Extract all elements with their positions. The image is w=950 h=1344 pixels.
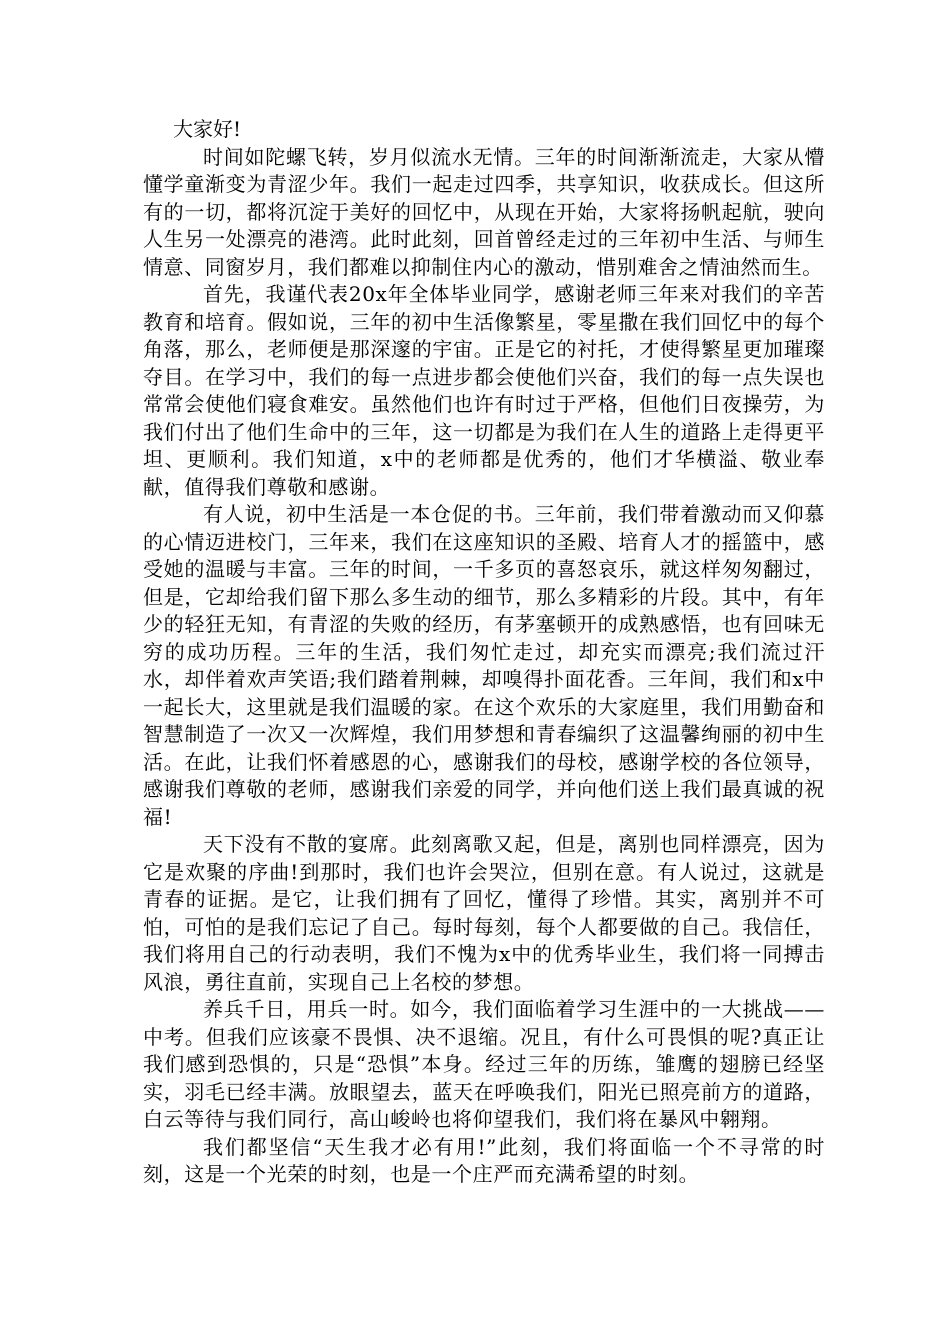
- document-page: [143, 116, 825, 1189]
- paragraph-farewell: 天下没有不散的宴席。此刻离歌又起，但是，离别也同样漂亮，因为它是欢聚的序曲!到那时，我们也许会哭泣，但别在意。有人说过，这就是青春的证据。是它，让我们拥有了回忆，懂得了珍惜。其实，离别并不可怕，可怕的是我们忘记了自己。每时每刻，每个人都要做的自己。我信任，我们将用自己的行动表明，我们不愧为x中的优秀毕业生，我们将一同搏击风浪，勇往直前，实现自己上名校的梦想。: [143, 832, 825, 994]
- paragraph-thanks-teachers: 首先，我谨代表20x年全体毕业同学，感谢老师三年来对我们的辛苦教育和培育。假如说，三年的初中生活像繁星，零星撒在我们回忆中的每个角落，那么，老师便是那深邃的宇宙。正是它的衬托，才使得繁星更加璀璨夺目。在学习中，我们的每一点进步都会使他们兴奋，我们的每一点失误也常常会使他们寝食难安。虽然他们也许有时过于严格，但他们日夜操劳，为我们付出了他们生命中的三年，这一切都是为我们在人生的道路上走得更平坦、更顺利。我们知道，x中的老师都是优秀的，他们才华横溢、敬业奉献，值得我们尊敬和感谢。: [143, 282, 825, 499]
- paragraph-exam-challenge: 养兵千日，用兵一时。如今，我们面临着学习生涯中的一大挑战——中考。但我们应该豪不畏惧、决不退缩。况且，有什么可畏惧的呢?真正让我们感到恐惧的，只是“恐惧”本身。经过三年的历练，雏鹰的翅膀已经坚实，羽毛已经丰满。放眼望去，蓝天在呼唤我们，阳光已照亮前方的道路，白云等待与我们同行，高山峻岭也将仰望我们，我们将在暴风中翱翔。: [143, 997, 825, 1131]
- paragraph-school-life: 有人说，初中生活是一本仓促的书。三年前，我们带着激动而又仰慕的心情迈进校门，三年来，我们在这座知识的圣殿、培育人才的摇篮中，感受她的温暖与丰富。三年的时间，一千多页的喜怒哀乐，就这样匆匆翻过，但是，它却给我们留下那么多生动的细节，那么多精彩的片段。其中，有年少的轻狂无知，有青涩的失败的经历，有茅塞顿开的成熟感悟，也有回味无穷的成功历程。三年的生活，我们匆忙走过，却充实而漂亮;我们流过汗水，却伴着欢声笑语;我们踏着荆棘，却嗅得扑面花香。三年间，我们和x中一起长大，这里就是我们温暖的家。在这个欢乐的大家庭里，我们用勤奋和智慧制造了一次又一次辉煌，我们用梦想和青春编织了这温馨绚丽的初中生活。在此，让我们怀着感恩的心，感谢我们的母校，感谢学校的各位领导，感谢我们尊敬的老师，感谢我们亲爱的同学，并向他们送上我们最真诚的祝福!: [143, 502, 825, 829]
- paragraph-time-passing: 时间如陀螺飞转，岁月似流水无情。三年的时间渐渐流走，大家从懵懂学童渐变为青涩少年。我们一起走过四季，共享知识，收获成长。但这所有的一切，都将沉淀于美好的回忆中，从现在开始，大家将扬帆起航，驶向人生另一处漂亮的港湾。此时此刻，回首曾经走过的三年初中生活、与师生情意、同窗岁月，我们都难以抑制住内心的激动，惜别难舍之情油然而生。: [143, 144, 825, 279]
- greeting-line: 大家好!: [173, 117, 242, 141]
- paragraph-conclusion: 我们都坚信“天生我才必有用!”此刻，我们将面临一个不寻常的时刻，这是一个光荣的时刻，也是一个庄严而充满希望的时刻。: [143, 1134, 825, 1186]
